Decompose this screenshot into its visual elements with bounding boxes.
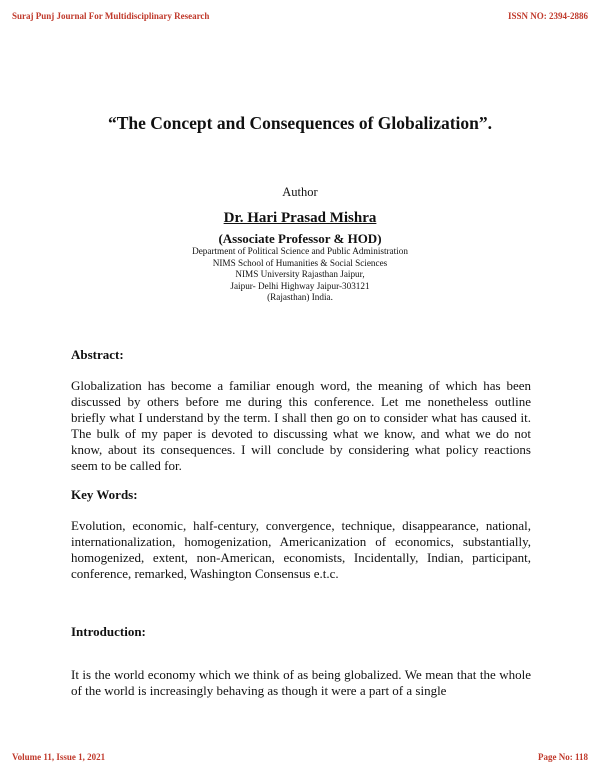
author-affiliation [0, 246, 600, 304]
abstract-text: Globalization has become a familiar enough word, the meaning of which has been discussed by others before me during this conference. Let me nonetheless outline briefly what I understand by the term. I shall then go on to consider what has caused it. The bulk of my paper is devoted to discussing what we know, and what we do not know, about its consequences. I will conclude by considering what policy reactions seem to be called for. [71, 378, 531, 473]
journal-name: Suraj Punj Journal For Multidisciplinary Research [12, 11, 210, 21]
introduction-text: It is the world economy which we think of as being globalized. We mean that the whole of the world is increasingly behaving as though it were a part of a single [71, 667, 531, 698]
author-role: (Associate Professor & HOD) [218, 231, 382, 246]
issn-number: ISSN NO: 2394-2886 [507, 11, 588, 21]
keywords-heading: Key Words: [71, 487, 138, 502]
author-name: Dr. Hari Prasad Mishra [223, 210, 377, 226]
volume-issue: Volume 11, Issue 1, 2021 [12, 752, 106, 762]
affiliation-line: Jaipur- Delhi Highway Jaipur-303121 [230, 280, 370, 291]
keywords-text: Evolution, economic, half-century, convergence, technique, disappearance, national, internationalization, homogenization, Americanization of economics, substantially, homogenized, extent, non-American, economists, Incidentally, Indian, participant, conference, remarked, Washington Consensus e.t.c. [71, 518, 531, 581]
paper-title: “The Concept and Consequences of Globalization”. [107, 113, 493, 133]
affiliation-line: NIMS University Rajasthan Jaipur, [235, 269, 365, 280]
affiliation-line: NIMS School of Humanities & Social Sciences [212, 257, 388, 268]
affiliation-line: (Rajasthan) India. [267, 292, 333, 303]
author-label: Author [282, 185, 318, 199]
introduction-heading: Introduction: [71, 624, 146, 639]
abstract-heading: Abstract: [71, 347, 124, 362]
affiliation-line: Department of Political Science and Public Administration [192, 246, 408, 256]
page-number: Page No: 118 [538, 752, 588, 762]
